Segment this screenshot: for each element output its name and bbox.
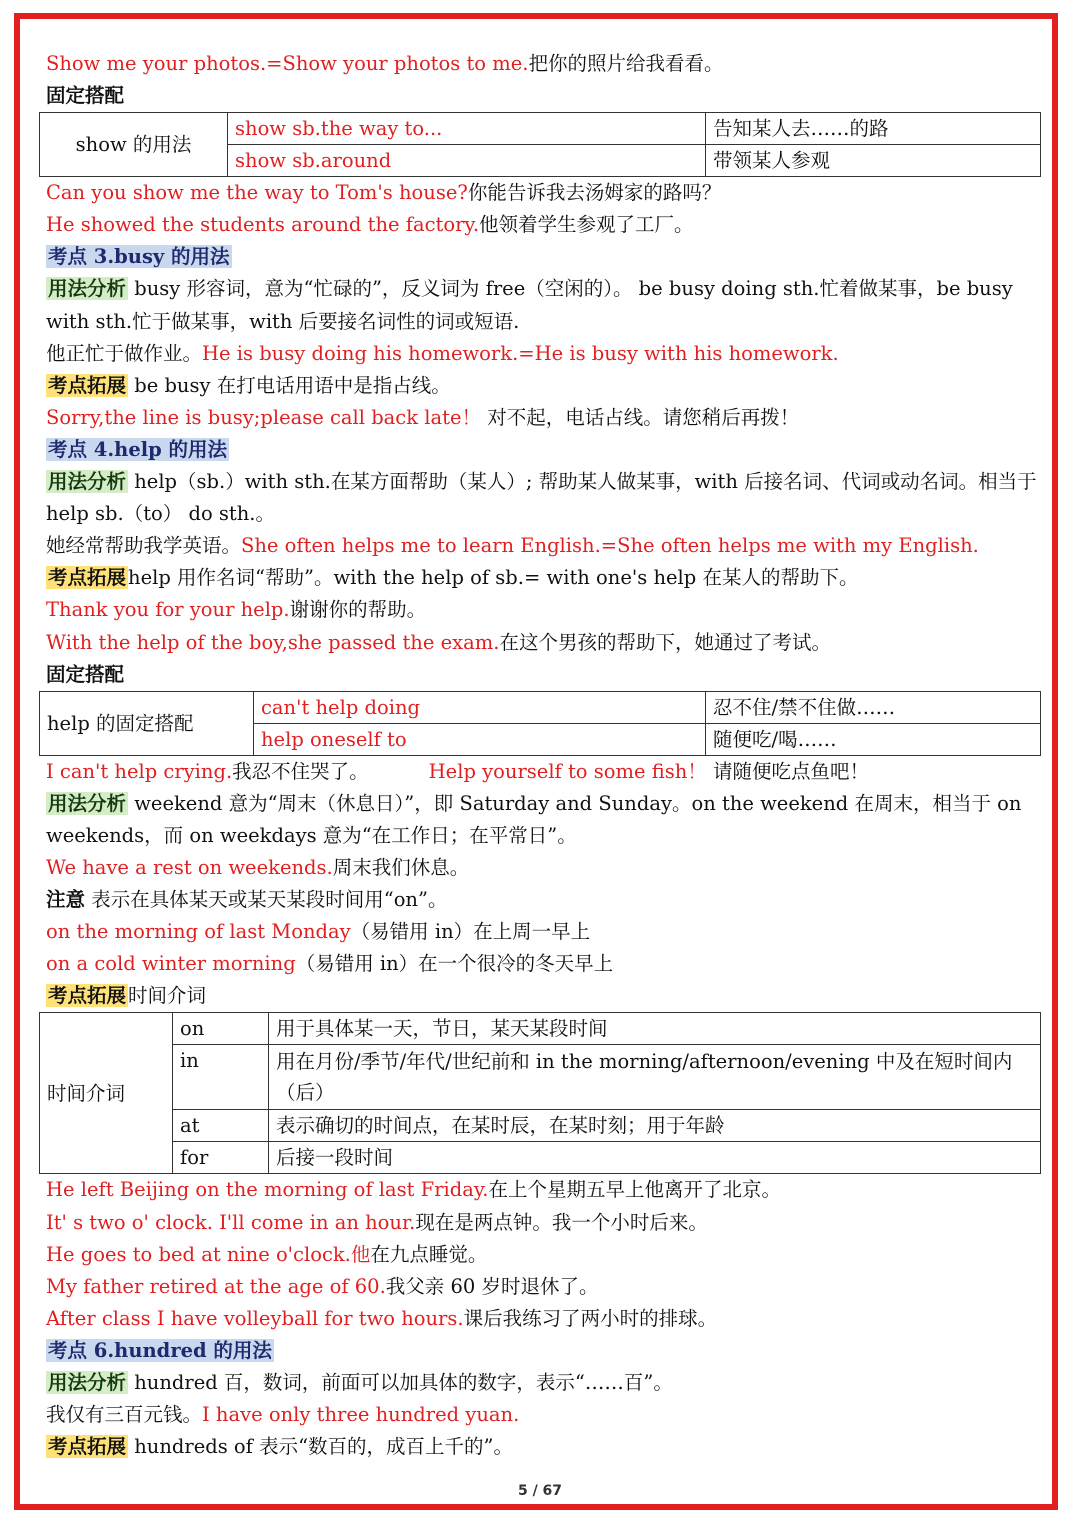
- page-number: 5 / 67: [517, 1483, 563, 1499]
- table-cell-phrase: can't help doing: [254, 691, 706, 723]
- extension-tag: 考点拓展: [48, 1435, 127, 1459]
- table-cell-word: in: [173, 1045, 269, 1110]
- table-cell-usage: 用于具体某一天，节日，某天某段时间: [269, 1013, 1041, 1045]
- usage-analysis: 用法分析 busy 形容词，意为“忙碌的”，反义词为 free（空闲的）。 be busy doing sth.忙着做某事，be busy with sth.忙于做某事，with 后要接名词性的词或短语.: [46, 277, 1013, 333]
- usage-analysis: 用法分析 weekend 意为“周末（休息日）”，即 Saturday and Sunday。on the weekend 在周末，相当于 on weekends，而 on weekdays 意为“在工作日；在平常日”。: [46, 791, 1022, 847]
- table-cell-phrase: show sb.around: [228, 145, 706, 177]
- table-cell-meaning: 随便吃/喝……: [706, 723, 1041, 755]
- table-cell-phrase: show sb.the way to...: [228, 113, 706, 145]
- example-line: He showed the students around the factory.他领着学生参观了工厂。: [46, 213, 694, 237]
- section-heading: 固定搭配: [46, 84, 125, 108]
- extension-note: 考点拓展 时间介词: [48, 984, 207, 1008]
- example-line: 他正忙于做作业。He is busy doing his homework.=He is busy with his homework.: [46, 341, 839, 365]
- example-line: He goes to bed at nine o'clock.他在九点睡觉。: [46, 1242, 488, 1266]
- example-line: Can you show me the way to Tom's house?你能告诉我去汤姆家的路吗？: [46, 181, 722, 205]
- note-line: 注意 表示在具体某天或某天某段时间用“on”。: [46, 888, 448, 912]
- extension-tag: 考点拓展: [48, 566, 127, 590]
- extension-tag: 考点拓展: [48, 984, 127, 1008]
- usage-tag: 用法分析: [48, 470, 127, 494]
- extension-note: 考点拓展 help 用作名词“帮助”。with the help of sb.= with one's help 在某人的帮助下。: [48, 566, 859, 590]
- table-cell-usage: 表示确切的时间点，在某时辰，在某时刻；用于年龄: [269, 1110, 1041, 1142]
- example-line: He left Beijing on the morning of last Friday.在上个星期五早上他离开了北京。: [46, 1178, 782, 1202]
- example-line: After class I have volleyball for two hours.课后我练习了两小时的排球。: [46, 1306, 718, 1330]
- table-cell-meaning: 告知某人去……的路: [706, 113, 1041, 145]
- section-heading: 固定搭配: [46, 662, 125, 686]
- example-line: With the help of the boy,she passed the exam.在这个男孩的帮助下，她通过了考试。: [46, 630, 831, 654]
- extension-note: 考点拓展 hundreds of 表示“数百的，成百上千的”。: [48, 1435, 514, 1459]
- table-label: help 的固定搭配: [40, 691, 254, 755]
- example-line: We have a rest on weekends.周末我们休息。: [46, 855, 470, 879]
- table-label: show 的用法: [40, 113, 228, 177]
- example-line: on the morning of last Monday（易错用 in）在上周一早上: [46, 920, 591, 944]
- example-line: My father retired at the age of 60.我父亲 60 岁时退休了。: [46, 1274, 599, 1298]
- usage-tag: 用法分析: [48, 1371, 127, 1394]
- show-usage-table: [39, 112, 1041, 177]
- table-label: 时间介词: [40, 1013, 173, 1174]
- example-line: on a cold winter morning（易错用 in）在一个很冷的冬天早上: [46, 952, 614, 976]
- usage-tag: 用法分析: [48, 277, 127, 301]
- table-cell-usage: 用在月份/季节/年代/世纪前和 in the morning/afternoon/evening 中及在短时间内（后）: [269, 1045, 1041, 1110]
- extension-tag: 考点拓展: [48, 373, 127, 397]
- extension-note: 考点拓展 be busy 在打电话用语中是指占线。: [48, 373, 451, 397]
- example-line: It' s two o' clock. I'll come in an hour.现在是两点钟。我一个小时后来。: [46, 1210, 708, 1234]
- topic-heading: 考点 3.busy 的用法: [48, 245, 230, 269]
- table-cell-phrase: help oneself to: [254, 723, 706, 755]
- note-tag: 注意: [46, 888, 86, 912]
- usage-analysis: 用法分析 hundred 百，数词，前面可以加具体的数字，表示“……百”。: [48, 1371, 673, 1394]
- table-cell-meaning: 带领某人参观: [706, 145, 1041, 177]
- document-body: [46, 48, 1040, 1463]
- example-line: Show me your photos.=Show your photos to me.把你的照片给我看看。: [46, 52, 724, 75]
- table-cell-meaning: 忍不住/禁不住做……: [706, 691, 1041, 723]
- example-line: Sorry,the line is busy;please call back late！ 对不起，电话占线。请您稍后再拨！: [46, 405, 800, 429]
- table-cell-word: on: [173, 1013, 269, 1045]
- table-cell-word: at: [173, 1110, 269, 1142]
- example-line: 我仅有三百元钱。I have only three hundred yuan.: [46, 1403, 520, 1427]
- example-line: Thank you for your help.谢谢你的帮助。: [46, 598, 427, 622]
- usage-analysis: 用法分析 help（sb.）with sth.在某方面帮助（某人）; 帮助某人做某事，with 后接名词、代词或动名词。相当于 help sb.（to） do sth.。: [46, 470, 1037, 526]
- usage-tag: 用法分析: [48, 791, 127, 815]
- table-cell-word: for: [173, 1142, 269, 1174]
- help-collocation-table: [39, 691, 1041, 756]
- example-line: I can't help crying.我忍不住哭了。 Help yourself to some fish！ 请随便吃点鱼吧！: [46, 759, 870, 783]
- topic-heading: 考点 6.hundred 的用法: [48, 1338, 272, 1362]
- time-preposition-table: [39, 1012, 1041, 1174]
- example-line: 她经常帮助我学英语。She often helps me to learn English.=She often helps me with my English.: [46, 534, 979, 558]
- topic-heading: 考点 4.help 的用法: [48, 437, 228, 461]
- table-cell-usage: 后接一段时间: [269, 1142, 1041, 1174]
